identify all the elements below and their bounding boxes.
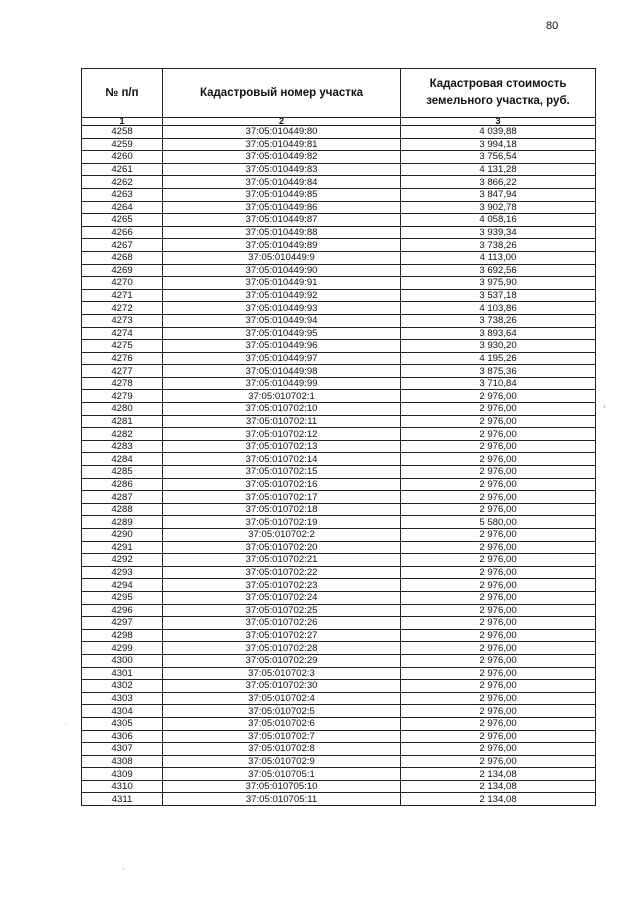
scan-mark: ·	[64, 720, 67, 729]
column-number-3: 3	[401, 118, 596, 126]
cell-cadastral-value: 5 580,00	[401, 516, 596, 529]
cell-cadastral-number: 37:05:010702:16	[163, 478, 401, 491]
cell-cadastral-value: 3 847,94	[401, 188, 596, 201]
cell-row-number: 4289	[82, 516, 163, 529]
table-row	[82, 201, 596, 214]
cell-row-number: 4304	[82, 705, 163, 718]
cell-cadastral-value: 2 976,00	[401, 604, 596, 617]
cell-row-number: 4302	[82, 680, 163, 693]
table-row	[82, 390, 596, 403]
cell-cadastral-number: 37:05:010449:98	[163, 365, 401, 378]
cell-cadastral-value: 3 537,18	[401, 289, 596, 302]
cell-cadastral-number: 37:05:010702:17	[163, 491, 401, 504]
table-row	[82, 277, 596, 290]
cell-cadastral-value: 3 930,20	[401, 340, 596, 353]
table-row	[82, 554, 596, 567]
table-row	[82, 151, 596, 164]
cell-cadastral-value: 2 976,00	[401, 654, 596, 667]
cell-cadastral-number: 37:05:010449:94	[163, 314, 401, 327]
cell-row-number: 4291	[82, 541, 163, 554]
cell-cadastral-value: 2 976,00	[401, 591, 596, 604]
cell-cadastral-number: 37:05:010702:6	[163, 717, 401, 730]
cell-cadastral-value: 3 710,84	[401, 377, 596, 390]
cell-cadastral-number: 37:05:010702:20	[163, 541, 401, 554]
cell-row-number: 4281	[82, 415, 163, 428]
cell-cadastral-value: 2 976,00	[401, 730, 596, 743]
table-row	[82, 604, 596, 617]
cell-cadastral-number: 37:05:010449:97	[163, 352, 401, 365]
cell-cadastral-value: 3 738,26	[401, 314, 596, 327]
cell-cadastral-value: 3 893,64	[401, 327, 596, 340]
table-row	[82, 503, 596, 516]
cell-cadastral-number: 37:05:010702:9	[163, 755, 401, 768]
cell-cadastral-value: 2 134,08	[401, 768, 596, 781]
cell-cadastral-value: 3 994,18	[401, 138, 596, 151]
table-row	[82, 239, 596, 252]
cell-cadastral-value: 3 738,26	[401, 239, 596, 252]
cell-cadastral-value: 2 976,00	[401, 579, 596, 592]
cell-cadastral-number: 37:05:010449:82	[163, 151, 401, 164]
table-row	[82, 629, 596, 642]
cell-row-number: 4282	[82, 428, 163, 441]
cell-row-number: 4269	[82, 264, 163, 277]
cell-row-number: 4259	[82, 138, 163, 151]
cell-cadastral-number: 37:05:010449:83	[163, 163, 401, 176]
cell-cadastral-number: 37:05:010702:18	[163, 503, 401, 516]
table-row	[82, 743, 596, 756]
cell-cadastral-value: 2 976,00	[401, 743, 596, 756]
table-row	[82, 529, 596, 542]
cell-cadastral-number: 37:05:010702:13	[163, 440, 401, 453]
cell-row-number: 4271	[82, 289, 163, 302]
page-number: 80	[546, 20, 559, 32]
table-row	[82, 176, 596, 189]
cell-row-number: 4287	[82, 491, 163, 504]
cell-cadastral-number: 37:05:010702:7	[163, 730, 401, 743]
cell-cadastral-value: 2 976,00	[401, 529, 596, 542]
cell-row-number: 4288	[82, 503, 163, 516]
column-number-1: 1	[82, 118, 163, 126]
cell-cadastral-number: 37:05:010702:1	[163, 390, 401, 403]
scan-mark: ,	[122, 862, 125, 871]
cadastral-value-table	[81, 68, 596, 806]
cell-cadastral-value: 3 902,78	[401, 201, 596, 214]
table-row	[82, 654, 596, 667]
cell-row-number: 4306	[82, 730, 163, 743]
cell-cadastral-value: 2 976,00	[401, 617, 596, 630]
scan-mark: ›	[603, 402, 606, 411]
cell-row-number: 4283	[82, 440, 163, 453]
cell-cadastral-value: 2 976,00	[401, 566, 596, 579]
cell-cadastral-value: 2 134,08	[401, 780, 596, 793]
cell-row-number: 4303	[82, 692, 163, 705]
cell-row-number: 4258	[82, 126, 163, 139]
cell-row-number: 4279	[82, 390, 163, 403]
table-row	[82, 163, 596, 176]
cell-cadastral-number: 37:05:010702:28	[163, 642, 401, 655]
cell-cadastral-value: 4 131,28	[401, 163, 596, 176]
cell-cadastral-number: 37:05:010449:92	[163, 289, 401, 302]
cell-row-number: 4309	[82, 768, 163, 781]
table-row	[82, 327, 596, 340]
table-row	[82, 591, 596, 604]
cell-cadastral-number: 37:05:010702:3	[163, 667, 401, 680]
cell-row-number: 4270	[82, 277, 163, 290]
cell-cadastral-number: 37:05:010705:10	[163, 780, 401, 793]
cell-cadastral-value: 4 195,26	[401, 352, 596, 365]
cell-cadastral-value: 2 976,00	[401, 755, 596, 768]
table-row	[82, 566, 596, 579]
cell-cadastral-value: 2 976,00	[401, 453, 596, 466]
table-row	[82, 667, 596, 680]
header-row-number: № п/п	[82, 69, 163, 118]
cell-row-number: 4311	[82, 793, 163, 806]
table-row	[82, 377, 596, 390]
cell-row-number: 4263	[82, 188, 163, 201]
table-row	[82, 226, 596, 239]
table-row	[82, 214, 596, 227]
cell-cadastral-value: 3 866,22	[401, 176, 596, 189]
cell-cadastral-number: 37:05:010702:19	[163, 516, 401, 529]
cell-cadastral-value: 2 976,00	[401, 554, 596, 567]
cell-row-number: 4285	[82, 466, 163, 479]
cell-cadastral-number: 37:05:010449:80	[163, 126, 401, 139]
cell-cadastral-value: 2 976,00	[401, 705, 596, 718]
cell-cadastral-number: 37:05:010702:22	[163, 566, 401, 579]
cell-row-number: 4295	[82, 591, 163, 604]
table-body	[82, 126, 596, 806]
table-row	[82, 302, 596, 315]
cell-cadastral-number: 37:05:010705:1	[163, 768, 401, 781]
cell-cadastral-number: 37:05:010449:96	[163, 340, 401, 353]
table-row	[82, 428, 596, 441]
cell-row-number: 4292	[82, 554, 163, 567]
cell-row-number: 4262	[82, 176, 163, 189]
table-row	[82, 478, 596, 491]
cell-cadastral-number: 37:05:010449:81	[163, 138, 401, 151]
table-row	[82, 780, 596, 793]
table-row	[82, 755, 596, 768]
cell-cadastral-number: 37:05:010702:23	[163, 579, 401, 592]
cell-cadastral-number: 37:05:010449:87	[163, 214, 401, 227]
cell-cadastral-value: 2 976,00	[401, 642, 596, 655]
cell-cadastral-number: 37:05:010702:29	[163, 654, 401, 667]
cell-row-number: 4286	[82, 478, 163, 491]
table-row	[82, 692, 596, 705]
cell-row-number: 4261	[82, 163, 163, 176]
cell-cadastral-value: 2 976,00	[401, 541, 596, 554]
cell-row-number: 4300	[82, 654, 163, 667]
table-row	[82, 579, 596, 592]
cell-cadastral-number: 37:05:010702:25	[163, 604, 401, 617]
cell-row-number: 4305	[82, 717, 163, 730]
table-row	[82, 717, 596, 730]
cell-cadastral-number: 37:05:010702:4	[163, 692, 401, 705]
table-row	[82, 516, 596, 529]
cell-cadastral-number: 37:05:010702:24	[163, 591, 401, 604]
cell-row-number: 4274	[82, 327, 163, 340]
table-row	[82, 617, 596, 630]
cell-cadastral-number: 37:05:010702:10	[163, 403, 401, 416]
cell-row-number: 4298	[82, 629, 163, 642]
cell-cadastral-number: 37:05:010702:8	[163, 743, 401, 756]
cell-cadastral-value: 2 976,00	[401, 440, 596, 453]
cell-cadastral-value: 2 976,00	[401, 667, 596, 680]
table-row	[82, 415, 596, 428]
cell-row-number: 4272	[82, 302, 163, 315]
cell-cadastral-value: 2 976,00	[401, 717, 596, 730]
cell-cadastral-value: 2 976,00	[401, 428, 596, 441]
cell-row-number: 4267	[82, 239, 163, 252]
table-row	[82, 705, 596, 718]
table-row	[82, 340, 596, 353]
table-row	[82, 403, 596, 416]
cell-cadastral-value: 2 976,00	[401, 491, 596, 504]
cell-cadastral-number: 37:05:010449:99	[163, 377, 401, 390]
cell-cadastral-number: 37:05:010449:90	[163, 264, 401, 277]
cell-cadastral-number: 37:05:010449:84	[163, 176, 401, 189]
cell-cadastral-number: 37:05:010702:12	[163, 428, 401, 441]
table-row	[82, 352, 596, 365]
cell-cadastral-value: 2 976,00	[401, 403, 596, 416]
cell-row-number: 4268	[82, 251, 163, 264]
cell-row-number: 4260	[82, 151, 163, 164]
cell-cadastral-number: 37:05:010702:14	[163, 453, 401, 466]
cell-cadastral-number: 37:05:010449:86	[163, 201, 401, 214]
cell-cadastral-number: 37:05:010449:95	[163, 327, 401, 340]
cell-cadastral-number: 37:05:010702:15	[163, 466, 401, 479]
cell-row-number: 4301	[82, 667, 163, 680]
cell-cadastral-value: 2 976,00	[401, 466, 596, 479]
cell-cadastral-number: 37:05:010702:11	[163, 415, 401, 428]
cell-cadastral-value: 3 939,34	[401, 226, 596, 239]
table-row	[82, 138, 596, 151]
table-row	[82, 264, 596, 277]
cell-row-number: 4273	[82, 314, 163, 327]
cell-cadastral-value: 2 976,00	[401, 390, 596, 403]
cell-cadastral-number: 37:05:010449:91	[163, 277, 401, 290]
cell-cadastral-number: 37:05:010702:26	[163, 617, 401, 630]
cell-cadastral-number: 37:05:010449:85	[163, 188, 401, 201]
cell-row-number: 4266	[82, 226, 163, 239]
table-row	[82, 365, 596, 378]
cell-cadastral-number: 37:05:010702:2	[163, 529, 401, 542]
table-row	[82, 680, 596, 693]
cell-row-number: 4294	[82, 579, 163, 592]
cell-row-number: 4278	[82, 377, 163, 390]
cell-cadastral-value: 4 113,00	[401, 251, 596, 264]
cell-cadastral-value: 3 692,56	[401, 264, 596, 277]
cell-cadastral-number: 37:05:010449:89	[163, 239, 401, 252]
table-row	[82, 440, 596, 453]
table-row	[82, 793, 596, 806]
table-row	[82, 251, 596, 264]
cell-row-number: 4310	[82, 780, 163, 793]
header-cadastral-number: Кадастровый номер участка	[163, 69, 401, 118]
cell-row-number: 4299	[82, 642, 163, 655]
cell-cadastral-value: 4 103,86	[401, 302, 596, 315]
cell-row-number: 4277	[82, 365, 163, 378]
cell-cadastral-value: 2 976,00	[401, 415, 596, 428]
cell-cadastral-value: 4 058,16	[401, 214, 596, 227]
table-row	[82, 730, 596, 743]
table-row	[82, 541, 596, 554]
cell-cadastral-value: 3 756,54	[401, 151, 596, 164]
cell-cadastral-number: 37:05:010449:88	[163, 226, 401, 239]
cell-row-number: 4307	[82, 743, 163, 756]
table-row	[82, 466, 596, 479]
table-row	[82, 642, 596, 655]
cell-cadastral-number: 37:05:010702:5	[163, 705, 401, 718]
table-row	[82, 289, 596, 302]
table-row	[82, 126, 596, 139]
cell-cadastral-value: 2 976,00	[401, 692, 596, 705]
table-row	[82, 188, 596, 201]
table-row	[82, 453, 596, 466]
cell-row-number: 4296	[82, 604, 163, 617]
cell-row-number: 4293	[82, 566, 163, 579]
cell-row-number: 4284	[82, 453, 163, 466]
cell-row-number: 4290	[82, 529, 163, 542]
cell-cadastral-value: 4 039,88	[401, 126, 596, 139]
cell-cadastral-value: 2 976,00	[401, 478, 596, 491]
cell-cadastral-value: 3 975,90	[401, 277, 596, 290]
cell-row-number: 4265	[82, 214, 163, 227]
cell-row-number: 4276	[82, 352, 163, 365]
cell-row-number: 4280	[82, 403, 163, 416]
cell-cadastral-number: 37:05:010702:27	[163, 629, 401, 642]
cell-cadastral-number: 37:05:010449:93	[163, 302, 401, 315]
cell-cadastral-number: 37:05:010449:9	[163, 251, 401, 264]
cell-cadastral-value: 2 134,08	[401, 793, 596, 806]
header-cadastral-value: Кадастровая стоимость земельного участка, руб.	[401, 69, 596, 118]
cell-cadastral-number: 37:05:010705:11	[163, 793, 401, 806]
cell-row-number: 4297	[82, 617, 163, 630]
cell-cadastral-value: 2 976,00	[401, 503, 596, 516]
cell-cadastral-value: 2 976,00	[401, 680, 596, 693]
cell-row-number: 4264	[82, 201, 163, 214]
cell-row-number: 4308	[82, 755, 163, 768]
cell-cadastral-number: 37:05:010702:21	[163, 554, 401, 567]
table-row	[82, 491, 596, 504]
cell-row-number: 4275	[82, 340, 163, 353]
column-number-2: 2	[163, 118, 401, 126]
cell-cadastral-number: 37:05:010702:30	[163, 680, 401, 693]
cell-cadastral-value: 2 976,00	[401, 629, 596, 642]
cell-cadastral-value: 3 875,36	[401, 365, 596, 378]
table-row	[82, 314, 596, 327]
table-row	[82, 768, 596, 781]
